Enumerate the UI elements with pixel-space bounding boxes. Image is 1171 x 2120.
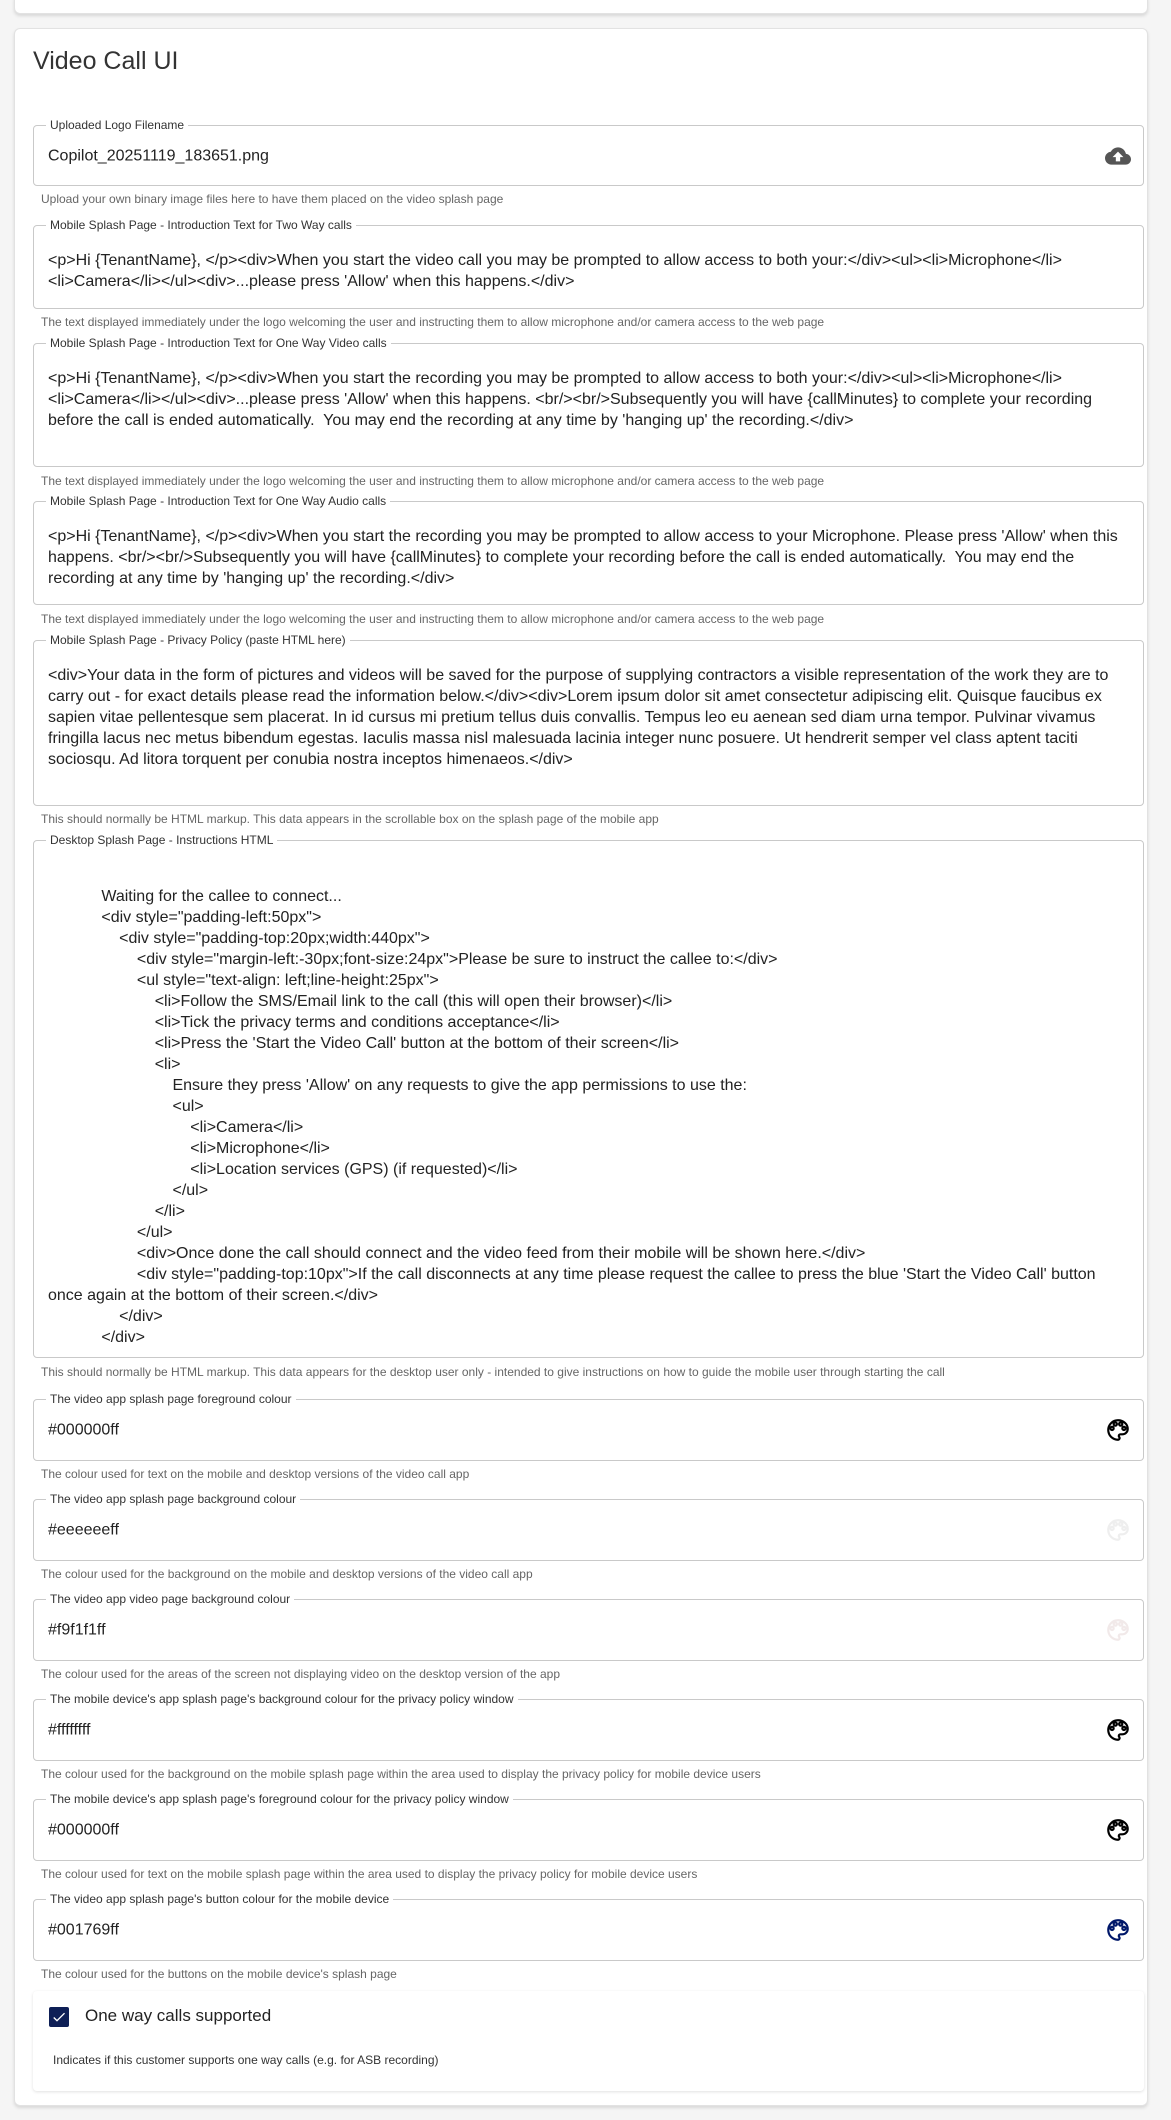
previous-card xyxy=(14,0,1148,14)
privacy-fg-colour-value: #000000ff xyxy=(48,1821,119,1839)
intro-one-way-audio-field[interactable] xyxy=(33,494,1144,605)
button-colour-field[interactable] xyxy=(33,1892,1144,1961)
privacy-policy-label: Mobile Splash Page - Privacy Policy (paste HTML here) xyxy=(46,633,350,647)
bg-colour-label: The video app splash page background colour xyxy=(46,1492,300,1506)
video-bg-colour-field[interactable] xyxy=(33,1592,1144,1661)
video-bg-colour-hint: The colour used for the areas of the screen not displaying video on the desktop version of the app xyxy=(41,1667,560,1681)
intro-one-way-audio-label: Mobile Splash Page - Introduction Text for One Way Audio calls xyxy=(46,494,390,508)
palette-icon[interactable] xyxy=(1105,1517,1131,1543)
check-icon xyxy=(51,2009,67,2025)
fg-colour-hint: The colour used for text on the mobile and desktop versions of the video call app xyxy=(41,1467,470,1481)
privacy-fg-colour-field[interactable] xyxy=(33,1792,1144,1861)
fg-colour-field[interactable] xyxy=(33,1392,1144,1461)
intro-one-way-video-value: <p>Hi {TenantName}, </p><div>When you start the recording you may be prompted to allow access to both your:</div><ul><li>Microphone</li><li>Camera</li></ul><div>...please press 'Allow' when this happens. <br/><br/>Subsequently you will have {callMinutes} to complete your recording before the call is ended automatically. You may end the recording at any time by 'hanging up' the recording.</div> xyxy=(48,370,1097,429)
privacy-bg-colour-value: #ffffffff xyxy=(48,1721,91,1739)
intro-two-way-hint: The text displayed immediately under the logo welcoming the user and instructing them to allow microphone and/or camera access to the web page xyxy=(41,315,825,329)
privacy-bg-colour-label: The mobile device's app splash page's background colour for the privacy policy window xyxy=(46,1692,518,1706)
privacy-fg-colour-hint: The colour used for text on the mobile splash page within the area used to display the privacy policy for mobile device users xyxy=(41,1867,698,1881)
bg-colour-value: #eeeeeeff xyxy=(48,1521,119,1539)
one-way-calls-option xyxy=(33,1991,1144,2091)
button-colour-value: #001769ff xyxy=(48,1921,119,1939)
intro-one-way-audio-value: <p>Hi {TenantName}, </p><div>When you start the recording you may be prompted to allow access to your Microphone. Please press 'Allow' when this happens. <br/><br/>Subsequently you will have {callMinutes} to complete your recording before the call is ended automatically. You may end the recording at any time by 'hanging up' the recording.</div> xyxy=(48,528,1123,587)
intro-two-way-label: Mobile Splash Page - Introduction Text for Two Way calls xyxy=(46,218,356,232)
privacy-policy-hint: This should normally be HTML markup. This data appears in the scrollable box on the splash page of the mobile app xyxy=(41,812,659,826)
palette-icon[interactable] xyxy=(1105,1617,1131,1643)
intro-one-way-video-hint: The text displayed immediately under the logo welcoming the user and instructing them to allow microphone and/or camera access to the web page xyxy=(41,474,825,488)
one-way-calls-checkbox[interactable] xyxy=(49,2007,69,2027)
fg-colour-label: The video app splash page foreground colour xyxy=(46,1392,296,1406)
privacy-policy-value: <div>Your data in the form of pictures and videos will be saved for the purpose of supplying contractors a visible representation of the work they are to carry out - for exact details please read the information below.</div><div>Lorem ipsum dolor sit amet consectetur adipiscing elit. Quisque faucibus ex sapien vitae pellentesque sem placerat. In id cursus mi pretium tellus duis convallis. Tempus leo eu aenean sed diam urna tempor. Pulvinar vivamus fringilla lacus nec metus bibendum egestas. Iaculis massa nisl malesuada lacinia integer nunc posuere. Ut hendrerit semper vel class aptent taciti sociosqu. Ad litora torquent per conubia nostra inceptos himenaeos.</div> xyxy=(48,667,1113,768)
button-colour-hint: The colour used for the buttons on the mobile device's splash page xyxy=(41,1967,397,1981)
intro-two-way-value: <p>Hi {TenantName}, </p><div>When you start the video call you may be prompted to allow access to both your:</div><ul><li>Microphone</li><li>Camera</li></ul><div>...please press 'Allow' when this happens.</div> xyxy=(48,252,1062,290)
palette-icon[interactable] xyxy=(1105,1917,1131,1943)
one-way-calls-label[interactable]: One way calls supported xyxy=(85,2006,272,2025)
palette-icon[interactable] xyxy=(1105,1717,1131,1743)
privacy-policy-field[interactable] xyxy=(33,633,1144,806)
intro-two-way-field[interactable] xyxy=(33,218,1144,309)
intro-one-way-video-field[interactable] xyxy=(33,336,1144,467)
button-colour-label: The video app splash page's button colour for the mobile device xyxy=(46,1892,393,1906)
desktop-instructions-field[interactable] xyxy=(33,833,1144,1358)
palette-icon[interactable] xyxy=(1105,1417,1131,1443)
logo-filename-label: Uploaded Logo Filename xyxy=(46,118,188,132)
bg-colour-field[interactable] xyxy=(33,1492,1144,1561)
logo-filename-field[interactable] xyxy=(33,118,1144,186)
logo-filename-value: Copilot_20251119_183651.png xyxy=(48,147,269,164)
video-bg-colour-value: #f9f1f1ff xyxy=(48,1621,106,1639)
palette-icon[interactable] xyxy=(1105,1817,1131,1843)
desktop-instructions-value: Waiting for the callee to connect... <div style="padding-left:50px"> <div style="padding-top:20px;width:440px"> <div style="margin-left:-30px;font-size:24px">Please be sure to instruct the callee to:</div> <ul style="text-align: left;line-height:25px"> <li>Follow the SMS/Email link to the call (this will open their browser)</li> <li>Tick the privacy terms and conditions acceptance</li> <li>Press the 'Start the Video Call' button at the bottom of their screen</li> <li> Ensure they press 'Allow' on any requests to give the app permissions to use the: <ul> <li>Camera</li> <li>Microphone</li> <li>Location services (GPS) (if requested)</li> </ul> </li> </ul> <div>Once done the call should connect and the video feed from their mobile will be shown here.</div> <div style="padding-top:10px">If the call disconnects at any time please request the callee to press the blue 'Start the Video Call' button once again at the bottom of their screen.</div> </div> </div> xyxy=(48,888,1096,1346)
one-way-calls-hint: Indicates if this customer supports one way calls (e.g. for ASB recording) xyxy=(53,2053,439,2067)
intro-one-way-audio-hint: The text displayed immediately under the logo welcoming the user and instructing them to allow microphone and/or camera access to the web page xyxy=(41,612,825,626)
card-title: Video Call UI xyxy=(33,47,179,75)
bg-colour-hint: The colour used for the background on the mobile and desktop versions of the video call app xyxy=(41,1567,533,1581)
desktop-instructions-hint: This should normally be HTML markup. This data appears for the desktop user only - intended to give instructions on how to guide the mobile user through starting the call xyxy=(41,1365,945,1379)
cloud-upload-icon[interactable] xyxy=(1105,143,1131,169)
video-call-ui-card xyxy=(14,28,1148,2106)
desktop-instructions-label: Desktop Splash Page - Instructions HTML xyxy=(46,833,277,847)
privacy-fg-colour-label: The mobile device's app splash page's foreground colour for the privacy policy window xyxy=(46,1792,513,1806)
video-bg-colour-label: The video app video page background colour xyxy=(46,1592,294,1606)
fg-colour-value: #000000ff xyxy=(48,1421,119,1439)
intro-one-way-video-label: Mobile Splash Page - Introduction Text for One Way Video calls xyxy=(46,336,391,350)
privacy-bg-colour-hint: The colour used for the background on the mobile splash page within the area used to display the privacy policy for mobile device users xyxy=(41,1767,761,1781)
privacy-bg-colour-field[interactable] xyxy=(33,1692,1144,1761)
logo-filename-hint: Upload your own binary image files here to have them placed on the video splash page xyxy=(41,192,504,206)
